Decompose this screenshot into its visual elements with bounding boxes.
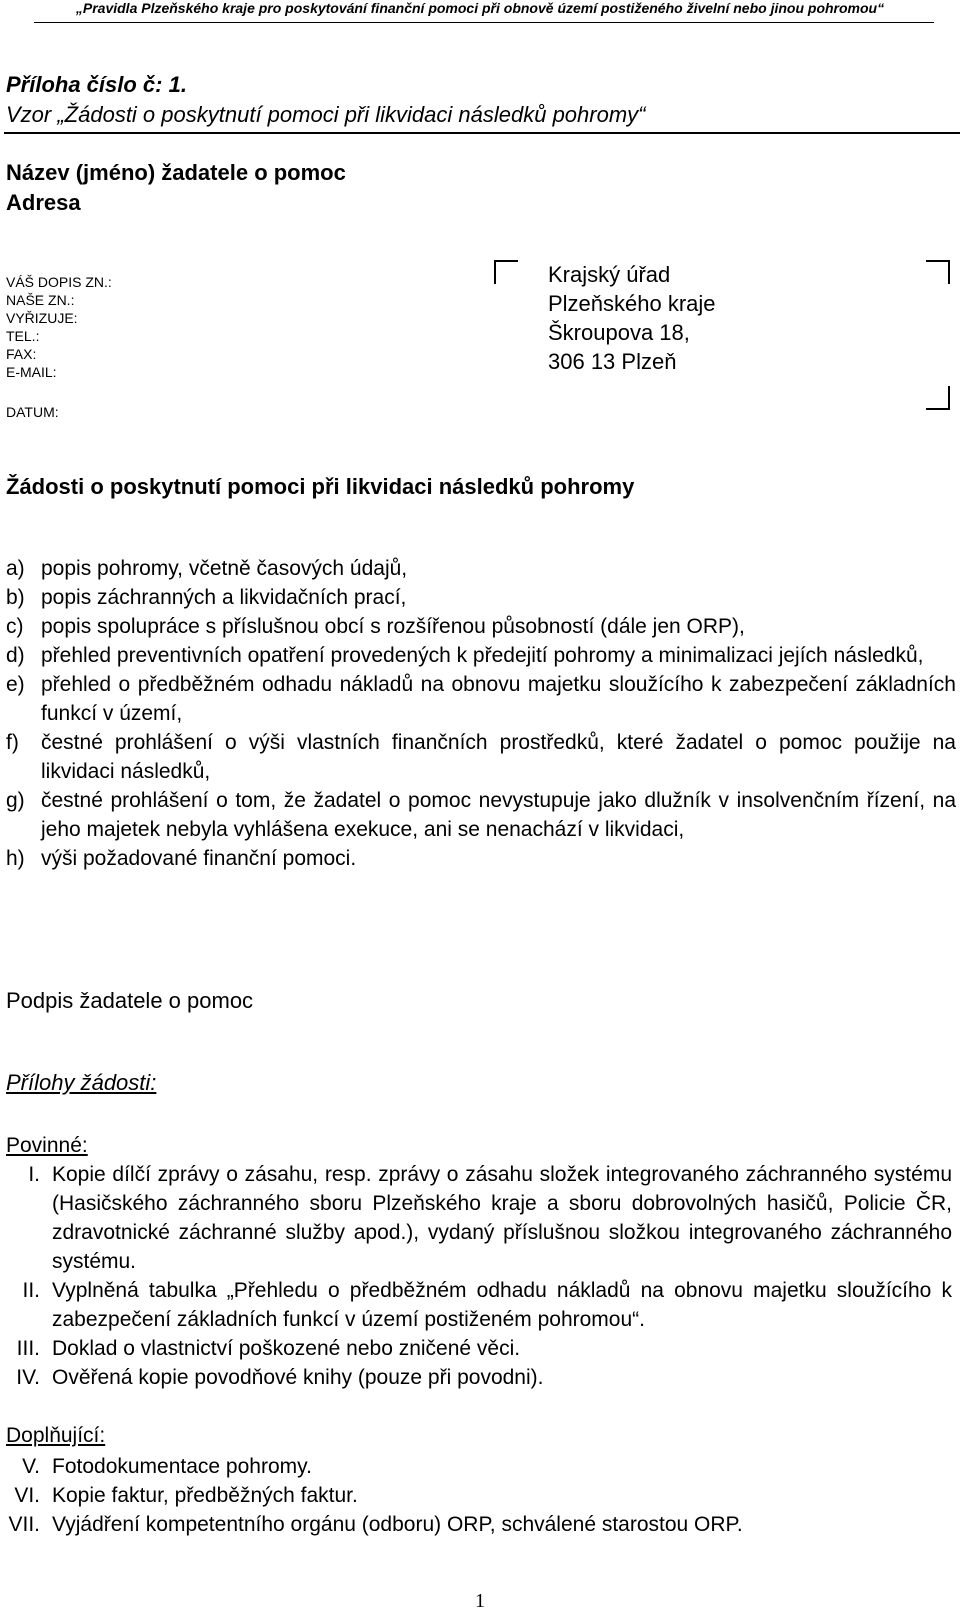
label-your-ref: VÁŠ DOPIS ZN.:	[6, 274, 112, 290]
label-our-ref: NAŠE ZN.:	[6, 292, 75, 308]
label-tel: TEL.:	[6, 328, 40, 344]
list-item	[6, 786, 956, 844]
item-text: výši požadované finanční pomoci.	[41, 847, 357, 870]
annex-title: Vzor „Žádosti o poskytnutí pomoci při likvidaci následků pohromy“	[6, 102, 646, 127]
item-text: Kopie faktur, předběžných faktur.	[52, 1484, 358, 1507]
item-text: Vyplněná tabulka „Přehledu o předběžném odhadu nákladů na obnovu majetku sloužícího k zabezpečení základních funkcí v území postiženém pohromou“.	[52, 1279, 952, 1331]
address-corner-top-right	[926, 260, 950, 284]
item-number: III.	[16, 1337, 40, 1360]
list-item	[6, 728, 956, 786]
item-text: Kopie dílčí zprávy o zásahu, resp. zprávy o zásahu složek integrovaného záchranného systému (Hasičského záchranného sboru Plzeňského kraje a sboru dobrovolných hasičů, Policie ČR, zdravotnické záchranné služby apod.), vydaný příslušnou složkou integrovaného záchranného systému.	[52, 1163, 952, 1273]
item-letter: e)	[6, 673, 25, 696]
item-text: popis spolupráce s příslušnou obcí s rozšířenou působností (dále jen ORP),	[41, 615, 745, 638]
item-text: Vyjádření kompetentního orgánu (odboru) ORP, schválené starostou ORP.	[52, 1513, 743, 1536]
request-subject: Žádosti o poskytnutí pomoci při likvidaci následků pohromy	[6, 474, 635, 499]
item-letter: a)	[6, 557, 25, 580]
list-item	[6, 583, 956, 612]
label-date: DATUM:	[6, 404, 59, 420]
applicant-address: Adresa	[6, 190, 81, 215]
annex-label: Příloha číslo č: 1.	[6, 72, 187, 97]
recipient-line2: Plzeňského kraje	[548, 291, 716, 316]
list-item	[0, 1276, 952, 1334]
item-number: V.	[22, 1455, 40, 1478]
item-number: II.	[22, 1279, 40, 1302]
item-letter: g)	[6, 789, 25, 812]
item-text: popis záchranných a likvidačních prací,	[41, 586, 407, 609]
supplementary-list	[0, 1452, 952, 1539]
applicant-name: Název (jméno) žadatele o pomoc	[6, 160, 346, 185]
page-number: 1	[475, 1590, 485, 1612]
label-handled-by: VYŘIZUJE:	[6, 310, 78, 326]
item-number: IV.	[16, 1366, 40, 1389]
item-letter: b)	[6, 586, 25, 609]
mandatory-title: Povinné:	[6, 1134, 88, 1157]
list-item	[0, 1481, 952, 1510]
item-text: Ověřená kopie povodňové knihy (pouze při povodni).	[52, 1366, 544, 1389]
recipient-line4: 306 13 Plzeň	[548, 349, 677, 374]
mandatory-list	[0, 1160, 952, 1392]
title-rule	[4, 132, 960, 134]
item-number: I.	[28, 1163, 40, 1186]
list-item	[0, 1334, 952, 1363]
running-header: „Pravidla Plzeňského kraje pro poskytování finanční pomoci při obnově území postiženého živelní nebo jinou pohromou“	[75, 0, 885, 16]
item-text: přehled o předběžném odhadu nákladů na obnovu majetku sloužícího k zabezpečení základních funkcí v území,	[41, 673, 956, 725]
list-item	[0, 1160, 952, 1276]
label-fax: FAX:	[6, 346, 37, 362]
header-rule	[34, 22, 934, 23]
item-letter: f)	[6, 731, 19, 754]
label-email: E-MAIL:	[6, 364, 57, 380]
list-item	[6, 612, 956, 641]
supplementary-title: Doplňující:	[6, 1424, 106, 1447]
address-corner-bottom-right	[926, 386, 950, 410]
content-list	[6, 554, 956, 873]
recipient-line3: Škroupova 18,	[548, 320, 690, 345]
list-item	[6, 641, 956, 670]
item-letter: c)	[6, 615, 24, 638]
list-item	[6, 844, 956, 873]
item-text: Fotodokumentace pohromy.	[52, 1455, 312, 1478]
item-number: VI.	[14, 1484, 40, 1507]
address-corner-top-left	[494, 260, 518, 284]
item-text: Doklad o vlastnictví poškozené nebo zničené věci.	[52, 1337, 521, 1360]
item-text: čestné prohlášení o tom, že žadatel o pomoc nevystupuje jako dlužník v insolvenčním řízení, na jeho majetek nebyla vyhlášena exekuce, ani se nenachází v likvidaci,	[41, 789, 956, 841]
list-item	[6, 670, 956, 728]
item-text: čestné prohlášení o výši vlastních finančních prostředků, které žadatel o pomoc použije na likvidaci následků,	[41, 731, 956, 783]
item-letter: h)	[6, 847, 25, 870]
item-text: přehled preventivních opatření provedených k předejití pohromy a minimalizaci jejích následků,	[41, 644, 924, 667]
list-item	[0, 1510, 952, 1539]
applicant-signature-label: Podpis žadatele o pomoc	[6, 988, 254, 1013]
list-item	[0, 1452, 952, 1481]
attachments-title: Přílohy žádosti:	[6, 1070, 157, 1095]
item-letter: d)	[6, 644, 25, 667]
list-item	[6, 554, 956, 583]
list-item	[0, 1363, 952, 1392]
item-text: popis pohromy, včetně časových údajů,	[41, 557, 408, 580]
recipient-line1: Krajský úřad	[548, 262, 671, 287]
item-number: VII.	[8, 1513, 40, 1536]
